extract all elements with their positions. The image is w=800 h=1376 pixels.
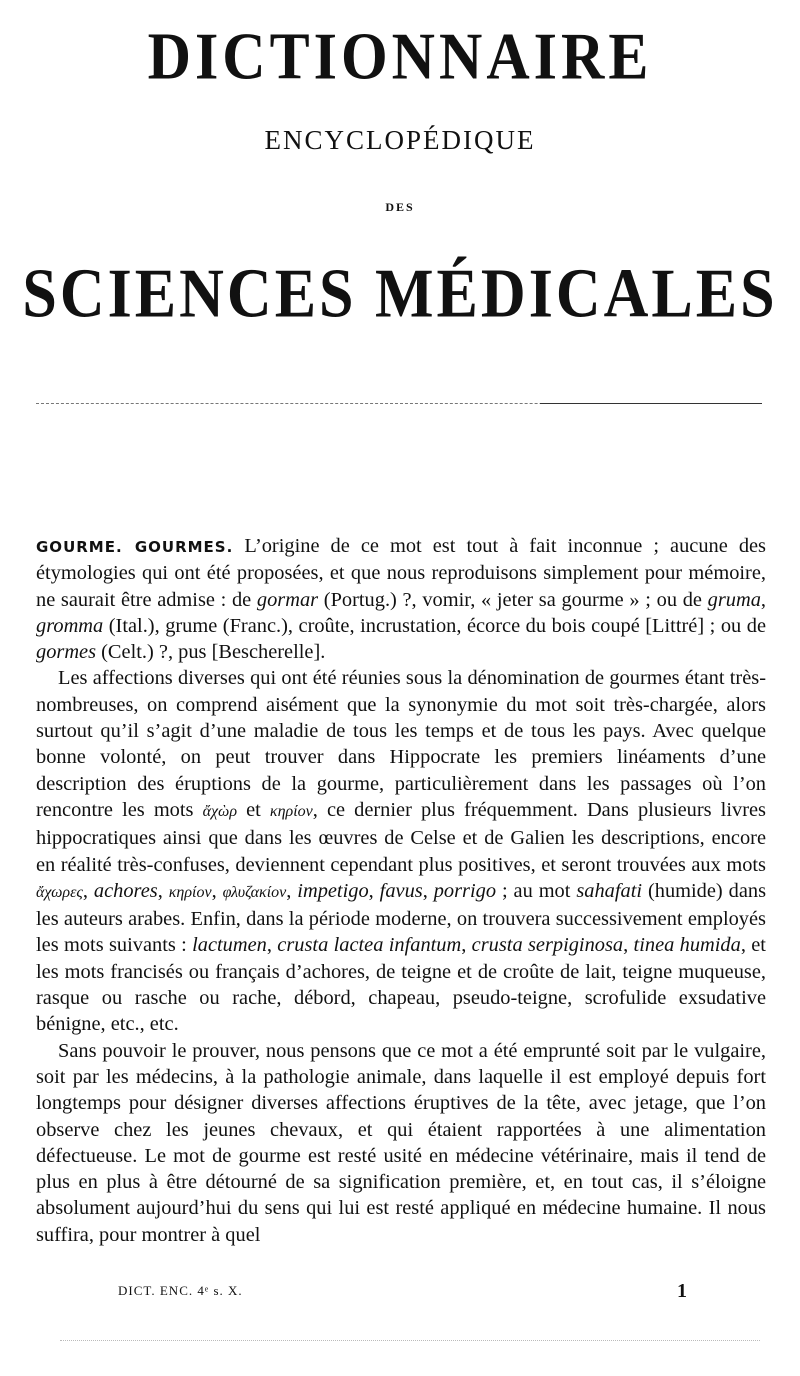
text-run: , <box>368 879 380 902</box>
title-dictionnaire: DICTIONNAIRE <box>147 19 653 93</box>
text-run: , <box>211 879 223 902</box>
italic-term: tinea humida <box>633 934 741 957</box>
paragraph-1 <box>36 533 766 665</box>
text-run: , <box>82 879 94 902</box>
page-number: 1 <box>677 1280 687 1302</box>
text-run: , <box>422 879 434 902</box>
article-body <box>36 533 766 1248</box>
text-run: ; au mot <box>496 879 577 902</box>
text-run: et <box>237 798 270 821</box>
title-divider-solid <box>540 403 762 404</box>
text-run: Les affections diverses qui ont été réunies sous la dénomination de gourmes étant très-nombreuses, on comprend aisément que la synonymie du mot soit très-chargée, alors surtout qu’il s’agit d’une maladie de tous les temps et de tous les pays. Avec quelque bonne volonté, on peut trouver dans Hippocrate les premiers linéaments d’une description des éruptions de la gourme, particulièrement dans les passages où l’on rencontre les mots <box>36 667 766 821</box>
text-run: , <box>461 934 472 957</box>
greek-term: φλυζακίον <box>222 883 287 901</box>
italic-term: crusta lactea infantum <box>277 934 462 957</box>
italic-term: gromma <box>36 614 104 637</box>
paragraph-3 <box>36 1038 766 1248</box>
italic-term: favus <box>379 879 423 902</box>
italic-term: porrigo <box>433 879 497 902</box>
title-des: DES <box>385 200 415 214</box>
bottom-rule <box>60 1340 760 1341</box>
text-run: (humide) dans les auteurs arabes. Enfin, dans la période moderne, on trouvera successivement employés les mots suivants : <box>36 879 766 957</box>
text-run: L’origine de ce mot est tout à fait inconnue ; aucune des étymologies qui ont été proposées, et que nous reproduisons simplement pour mémoire, ne saurait être admise : de <box>36 535 766 611</box>
greek-term: ἄχὼρ <box>202 802 237 820</box>
text-run: , <box>286 879 298 902</box>
italic-term: impetigo <box>297 879 369 902</box>
text-run: (Ital.), grume (Franc.), croûte, incrustation, écorce du bois coupé [Littré] ; ou de <box>103 614 766 637</box>
greek-term: κηρίον <box>269 802 313 820</box>
italic-term: gruma <box>707 588 761 611</box>
italic-term: achores <box>93 879 158 902</box>
italic-term: gormes <box>36 641 97 664</box>
footer-signature: DICT. ENC. 4ᵉ s. X. <box>118 1283 243 1298</box>
article-headword: GOURME. GOURMES. <box>36 538 234 556</box>
text-run: , et les mots francisés ou français d’achores, de teigne et de croûte de lait, teigne muqueuse, rasque ou rasche ou rache, débord, chapeau, pseudo-teigne, scrofulide exsudative bénigne, etc., etc. <box>36 934 766 1036</box>
text-run: Sans pouvoir le prouver, nous pensons que ce mot a été emprunté soit par le vulgaire, soit par les médecins, à la pathologie animale, dans laquelle il est employé depuis fort longtemps pour désigner diverses affections éruptives de la tête, avec jetage, que l’on observe chez les jeunes chevaux, et qui étaient rapportées à une alimentation défectueuse. Le mot de gourme est resté usité en médecine vétérinaire, mais il tend de plus en plus à être détourné de sa signification première, et, en tout cas, il s’éloigne absolument aujourd’hui du sens qui lui est resté appliqué en médecine humaine. Il nous suffira, pour montrer à quel <box>36 1039 766 1246</box>
title-sciences-medicales: SCIENCES MÉDICALES <box>22 255 778 333</box>
text-run: , <box>266 934 278 957</box>
text-run: , <box>760 588 766 611</box>
text-run: , <box>157 879 169 902</box>
title-encyclopedique: ENCYCLOPÉDIQUE <box>264 125 536 155</box>
text-run: , <box>623 934 634 957</box>
italic-term: sahafati <box>576 879 643 902</box>
text-run: (Portug.) ?, vomir, « jeter sa gourme » ; ou de <box>318 588 708 611</box>
greek-term: ἄχωρες <box>36 883 83 901</box>
italic-term: gormar <box>256 588 319 611</box>
paragraph-2 <box>36 665 766 1037</box>
text-run: , ce dernier plus fréquemment. Dans plusieurs livres hippocratiques ainsi que dans les œuvres de Celse et de Galien les descriptions, encore en réalité très-confuses, deviennent cependant plus positives, et seront trouvées aux mots <box>36 798 766 876</box>
greek-term: κηρίον <box>168 883 212 901</box>
italic-term: lactumen <box>192 934 267 957</box>
italic-term: crusta serpiginosa <box>471 934 624 957</box>
text-run: (Celt.) ?, pus [Bescherelle]. <box>96 641 326 664</box>
